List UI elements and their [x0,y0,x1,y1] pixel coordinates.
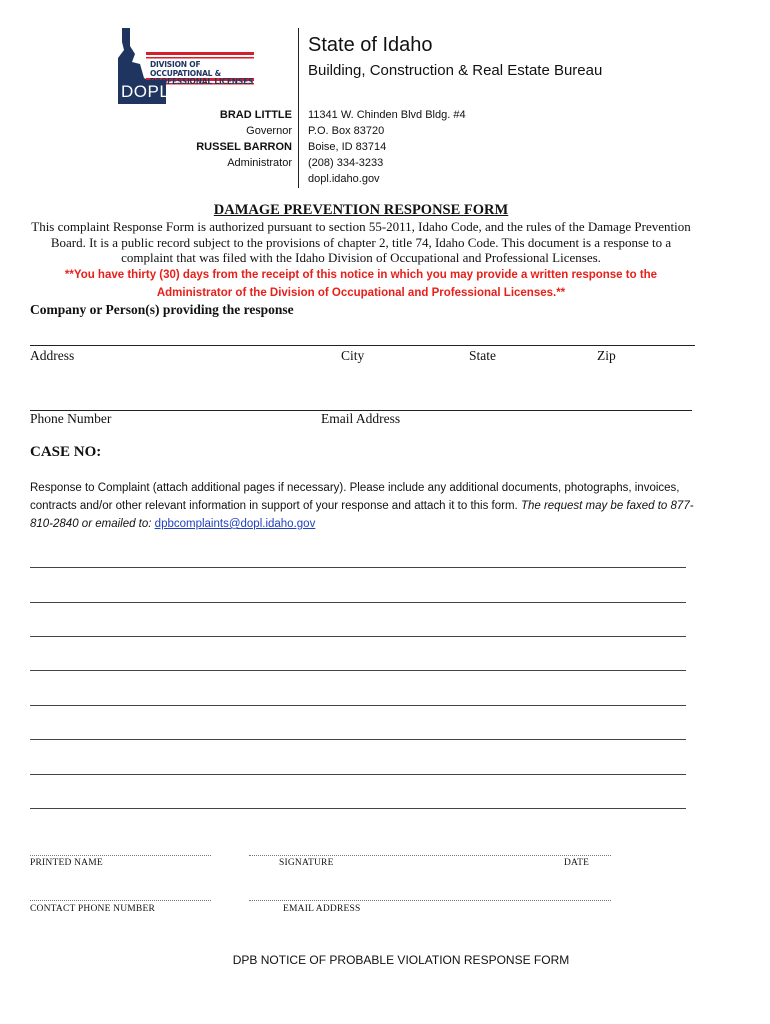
printed-name-label: PRINTED NAME [30,858,103,868]
address-line: P.O. Box 83720 [308,125,385,137]
governor-name: BRAD LITTLE [219,109,292,121]
fax-email-instruction: The request may be faxed to 877-810-2840 or emailed to: [30,500,694,530]
officials-block [196,107,292,171]
dopl-logo [118,28,258,104]
response-line[interactable] [30,774,686,775]
signature-label: SIGNATURE [279,858,334,868]
response-line[interactable] [30,636,686,637]
address-label: Address [30,348,75,363]
company-label: Company or Person(s) providing the response [30,302,294,317]
logo-line2: PROFESSIONAL LICENSES [150,77,254,86]
bureau-title: Building, Construction & Real Estate Bureau [308,62,603,79]
phone-line: (208) 334-3233 [308,157,384,169]
address-line: 11341 W. Chinden Blvd Bldg. #4 [308,109,466,121]
company-field-line[interactable] [30,345,695,346]
date-label: DATE [564,858,590,868]
governor-title: Governor [246,125,292,137]
complaints-email-link[interactable]: dpbcomplaints@dopl.idaho.gov [154,518,316,530]
email-label: Email Address [321,411,401,426]
form-title: DAMAGE PREVENTION RESPONSE FORM [213,202,509,218]
printed-name-line[interactable] [30,855,211,856]
logo-abbr: DOPL [121,82,170,101]
city-label: City [341,348,365,363]
response-line[interactable] [30,670,686,671]
response-line[interactable] [30,808,686,809]
logo-line1: DIVISION OF OCCUPATIONAL & [150,60,221,78]
contact-phone-line[interactable] [30,900,211,901]
address-block [308,107,466,187]
email-address-label: EMAIL ADDRESS [283,904,361,914]
header-divider [298,28,299,188]
administrator-name: RUSSEL BARRON [196,141,292,153]
response-instructions [30,479,700,533]
administrator-title: Administrator [227,157,292,169]
response-line[interactable] [30,705,686,706]
state-title: State of Idaho [308,34,433,56]
zip-label: Zip [597,348,616,363]
case-number-label: CASE NO: [30,444,102,460]
phone-label: Phone Number [30,411,112,426]
response-line[interactable] [30,567,686,568]
footer-title: DPB NOTICE OF PROBABLE VIOLATION RESPONSE FORM [232,953,570,967]
address-line: Boise, ID 83714 [308,141,387,153]
response-text: Response to Complaint (attach additional pages if necessary). Please include any additional documents, photographs, invoices, contracts and/or other relevant information in support of your response and attach it to this form. [30,482,680,512]
form-intro: This complaint Response Form is authorized pursuant to section 55-2011, Idaho Code, and the rules of the Damage Prevention Board. It is a public record subject to the provisions of chapter 2, title 74, Idaho Code. This document is a response to a complaint that was filed with the Idaho Division of Occupational and Professional Licenses. [31,219,691,265]
email-address-line[interactable] [249,900,611,901]
signature-line[interactable] [249,855,611,856]
website-line: dopl.idaho.gov [308,173,380,185]
state-label: State [469,348,496,363]
response-line[interactable] [30,739,686,740]
response-line[interactable] [30,602,686,603]
contact-phone-label: CONTACT PHONE NUMBER [30,904,155,914]
response-deadline-notice: **You have thirty (30) days from the receipt of this notice in which you may provide a written response to the Administrator of the Division of Occupational and Professional Licenses.** [64,269,658,299]
